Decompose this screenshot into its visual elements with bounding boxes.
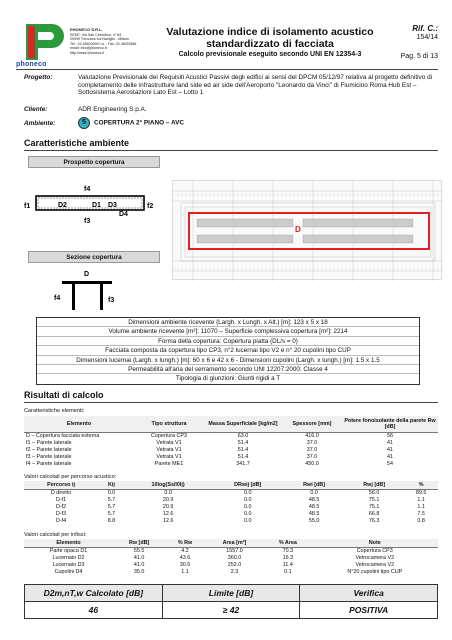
feature-composition: Facciata composta da copertura tipo CP3, n°2 lucernai tipo V2 e n° 20 cupolini tipo CUP bbox=[37, 346, 419, 355]
sezione-label: Sezione copertura bbox=[28, 251, 160, 263]
table-row: Lucernaio D2 41.0 43.6 360.0 16.3 Vetrocamera V2 bbox=[52, 554, 395, 561]
phoneco-logo bbox=[22, 18, 64, 62]
feature-skylights: Dimensioni lucernai (Largh. x lungh.) [m]: 60 x 6 e 42 x 6 - Dimensioni cupolini (Largh. x lungh.) [m]: 1.5 x 1.5 bbox=[37, 356, 419, 365]
label-f3-section: f3 bbox=[108, 297, 115, 304]
section-risultati: Risultati di calcolo bbox=[24, 390, 104, 400]
result-header-verifica: Verifica bbox=[300, 585, 438, 602]
label-D-section: D bbox=[84, 271, 90, 278]
divider bbox=[24, 402, 438, 403]
label-D2: D2 bbox=[58, 202, 67, 209]
table2-caption: Valori calcolati per percorso acustico: bbox=[24, 474, 117, 480]
result-limite: ≥ 42 bbox=[162, 602, 300, 619]
label-f4-section: f4 bbox=[54, 295, 61, 302]
table1-caption: Caratteristiche elementi: bbox=[24, 408, 85, 414]
label-f4: f4 bbox=[84, 186, 91, 193]
elements-table: Elemento Tipo struttura Massa Superficiale [kg/m2] Spessore [mm] Potere fonoisolante della parete Rw [dB] D – Copertura facciata esterna Copertura CP3 63.0 416.0 56 f1 – Parete laterale Vetrata V1 51.4 37.0 41 f2 – Parete laterale Vetrata V1 51.4 37.0 41 f3 – Parete laterale Vetrata V1 51.4 37.0 41 f4 – Parete laterale Parete ME1 341.7 450.0 54 bbox=[24, 416, 438, 469]
plan-label-D: D bbox=[295, 225, 301, 234]
table-row: f4 – Parete laterale Parete ME1 341.7 450.0 54 bbox=[26, 461, 393, 468]
result-header-limite: Limite [dB] bbox=[162, 585, 300, 602]
table-row: D-f1 5.7 20.9 0.0 48.5 75.1 1.1 bbox=[55, 496, 425, 503]
table-row: Lucernaio D3 41.0 30.5 252.0 11.4 Vetrocamera V2 bbox=[52, 561, 395, 568]
table-row: f3 – Parete laterale Vetrata V1 51.4 37.0 41 bbox=[26, 454, 393, 461]
table-row: Cupolini D4 35.0 1.1 2.3 0.1 N°20 cupolini tipo CUP bbox=[54, 569, 403, 576]
divider bbox=[24, 150, 438, 151]
table-row: Parte opaca D1 55.5 4.2 1557.0 70.3 Copertura CP3 bbox=[49, 547, 393, 554]
table-row: D-f2 5.7 20.9 0.0 48.5 75.1 1.1 bbox=[55, 503, 425, 510]
feature-volume: Volume ambiente ricevente [m³]: 11070 – Superficie complessiva copertura [m²]: 2214 bbox=[37, 327, 419, 336]
floor-plan-image bbox=[172, 180, 442, 280]
feature-permeability: Permeabilità all'aria del serramento secondo UNI 12207:2000: Classe 4 bbox=[37, 365, 419, 374]
label-f3: f3 bbox=[84, 218, 91, 225]
result-calcolato: 46 bbox=[25, 602, 163, 619]
prospetto-diagram bbox=[24, 180, 174, 230]
prospetto-label: Prospetto copertura bbox=[28, 156, 160, 168]
page-header bbox=[16, 14, 438, 70]
features-box bbox=[36, 317, 420, 385]
table-row: D-f3 5.7 12.6 0.0 48.5 66.8 7.5 bbox=[55, 511, 425, 518]
table-row: f1 – Parete laterale Vetrata V1 51.4 37.0 41 bbox=[26, 439, 393, 446]
reference-block: Rif. C.: 154/14 Pag. 5 di 13 bbox=[388, 24, 438, 61]
sezione-diagram bbox=[48, 268, 128, 312]
logo-wordmark: phoneco bbox=[16, 61, 47, 68]
result-verifica: POSITIVA bbox=[300, 602, 438, 619]
label-D3: D3 bbox=[108, 202, 117, 209]
feature-dimensions: Dimensioni ambiente ricevente (Largh. x Lungh. x Alt.) [m]: 123 x 5 x 18 bbox=[37, 318, 419, 327]
result-header-calcolato: D2m,nT,w Calcolato [dB] bbox=[25, 585, 163, 602]
ambiente-number-badge: 5 bbox=[78, 117, 90, 129]
result-table bbox=[24, 584, 438, 619]
table3-caption: Valori calcolati per infissi: bbox=[24, 532, 87, 538]
label-f2: f2 bbox=[147, 203, 154, 210]
label-D4: D4 bbox=[119, 211, 128, 218]
infissi-table: Elemento Rw [dB] % Rw Area [m²] % Area Note Parte opaca D1 55.5 4.2 1557.0 70.3 Copertura CP3 Lucernaio D2 41.0 43.6 360.0 16.3 Vetrocamera V2 Lucernaio D3 41.0 30.5 252.0 11.4 Vetrocamera V2 Cupolini D4 35.0 1.1 2.3 0.1 N°20 cupolini tipo CUP bbox=[24, 539, 438, 576]
company-info: PHONECO S.R.L. SEDE: Via San Cristoforo, n° 84 20090 Trezzano sul Naviglio - Milano Tel.: 02.48403099 r.a. - Fax: 02.48403681 email: info@phoneco.it http://www.phoneco.it bbox=[70, 27, 137, 55]
table-row: D-f4 8.8 12.6 0.0 55.0 76.3 0.8 bbox=[55, 518, 425, 525]
feature-shape: Forma della copertura: Copertura piatta (DL/s = 0) bbox=[37, 337, 419, 346]
table-row: f2 – Parete laterale Vetrata V1 51.4 37.0 41 bbox=[26, 446, 393, 453]
table-row: D – Copertura facciata esterna Copertura CP3 63.0 416.0 56 bbox=[26, 432, 393, 439]
document-title: Valutazione indice di isolamento acustico standardizzato di facciata Calcolo previsionale eseguito secondo UNI EN 12354-3 bbox=[166, 26, 374, 58]
label-D1: D1 bbox=[92, 202, 101, 209]
label-f1: f1 bbox=[24, 203, 31, 210]
page-number: Pag. 5 di 13 bbox=[400, 53, 438, 60]
table-row: D diretto 0.0 0.0 0.0 0.0 56.0 89.5 bbox=[50, 489, 427, 496]
feature-joints: Tipologia di giunzioni: Giunti rigidi a T bbox=[175, 375, 281, 383]
paths-table: Percorso ij Kij 10log(Ss/l0lj) DRwij [dB] Rwi [dB] Rwj [dB] % D diretto 0.0 0.0 0.0 0.0 56.0 89.5 D-f1 5.7 20.9 0.0 48.5 75.1 1.1 D-f2 5.7 20.9 0.0 48.5 75.1 1.1 D-f3 5.7 12.6 0.0 48.5 66.8 7.5 D-f4 8.8 12.6 0.0 55.0 76.3 0.8 bbox=[24, 481, 438, 526]
section-caratteristiche: Caratteristiche ambiente bbox=[24, 138, 130, 148]
